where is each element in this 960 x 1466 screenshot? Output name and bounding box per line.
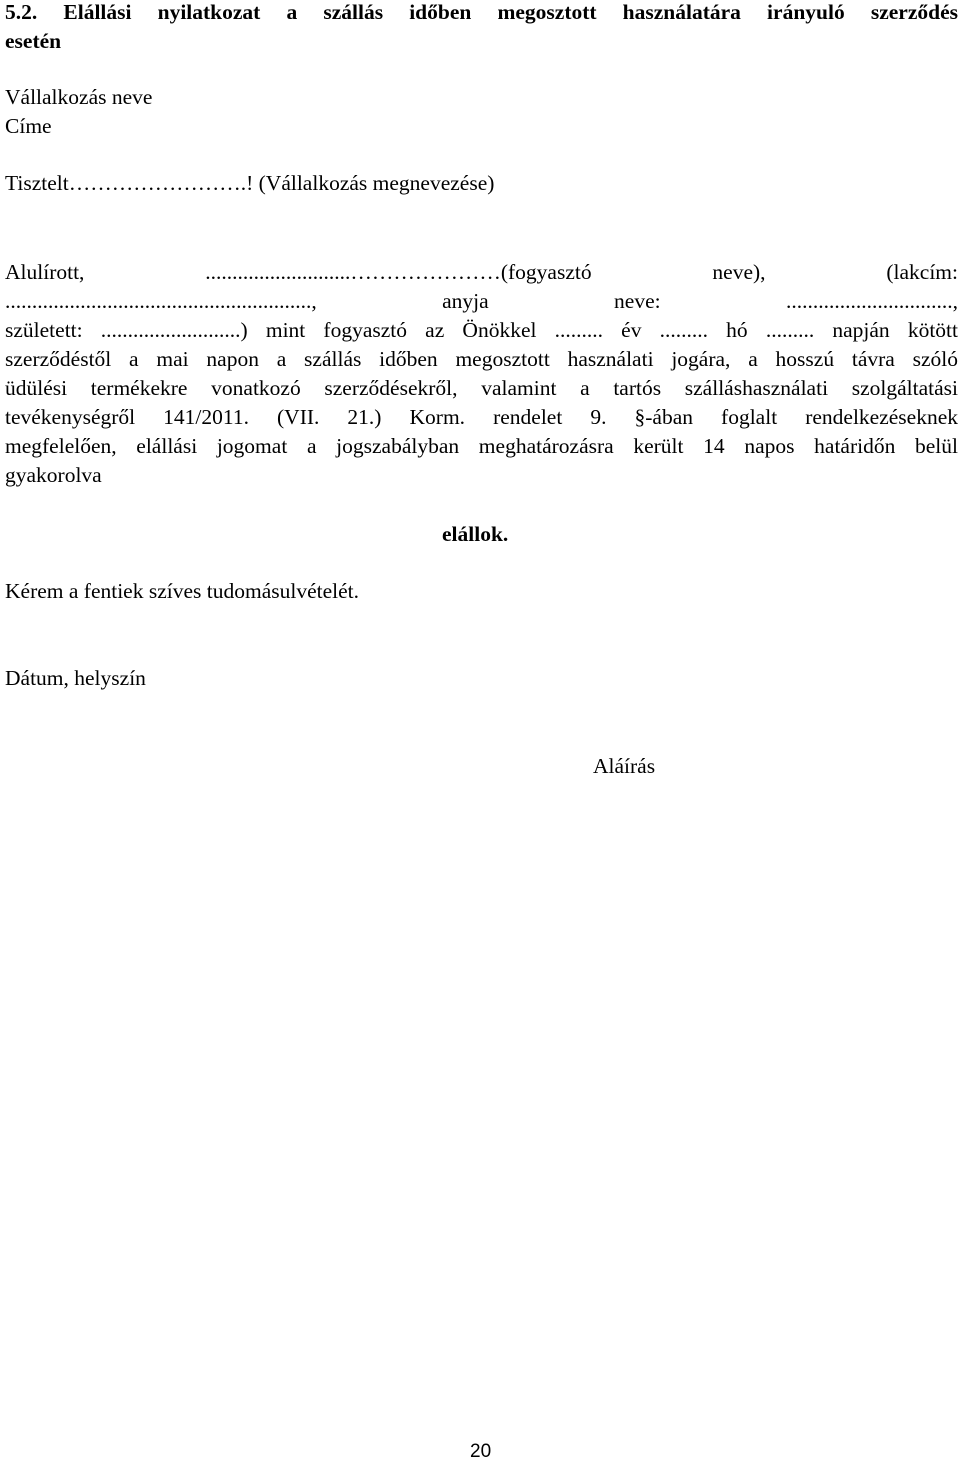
company-address: Címe: [5, 114, 52, 138]
declaration: elállok.: [442, 522, 509, 546]
body-line-2: ........................................................., anyja neve: ...............................,: [5, 289, 958, 313]
page-number: 20: [470, 1441, 492, 1462]
request-line: Kérem a fentiek szíves tudomásulvételét.: [5, 579, 360, 603]
section-heading-line-2: esetén: [5, 29, 62, 53]
body-line-6: tevékenységről 141/2011. (VII. 21.) Korm. rendelet 9. §-ában foglalt rendelkezéseknek: [5, 405, 958, 429]
section-heading-line-1: 5.2. Elállási nyilatkozat a szállás időben megosztott használatára irányuló szerződés: [5, 0, 958, 24]
date-place: Dátum, helyszín: [5, 666, 146, 690]
body-line-5: üdülési termékekre vonatkozó szerződésekről, valamint a tartós szálláshasználati szolgáltatási: [5, 376, 958, 400]
body-line-7: megfelelően, elállási jogomat a jogszabályban meghatározásra került 14 napos határidőn belül: [5, 434, 958, 458]
body-line-3: született: ..........................) mint fogyasztó az Önökkel ......... év ......... hó ......... napján kötött: [5, 318, 958, 342]
signature-label: Aláírás: [593, 754, 656, 778]
body-line-4: szerződéstől a mai napon a szállás időben megosztott használati jogára, a hosszú távra szóló: [5, 347, 958, 371]
company-name: Vállalkozás neve: [5, 85, 153, 109]
body-last-line: gyakorolva: [5, 463, 102, 487]
salutation: Tisztelt…………………….! (Vállalkozás megnevezése): [5, 171, 495, 195]
body-line-1: Alulírott, ...........................…………………(fogyasztó neve), (lakcím:: [5, 260, 958, 284]
